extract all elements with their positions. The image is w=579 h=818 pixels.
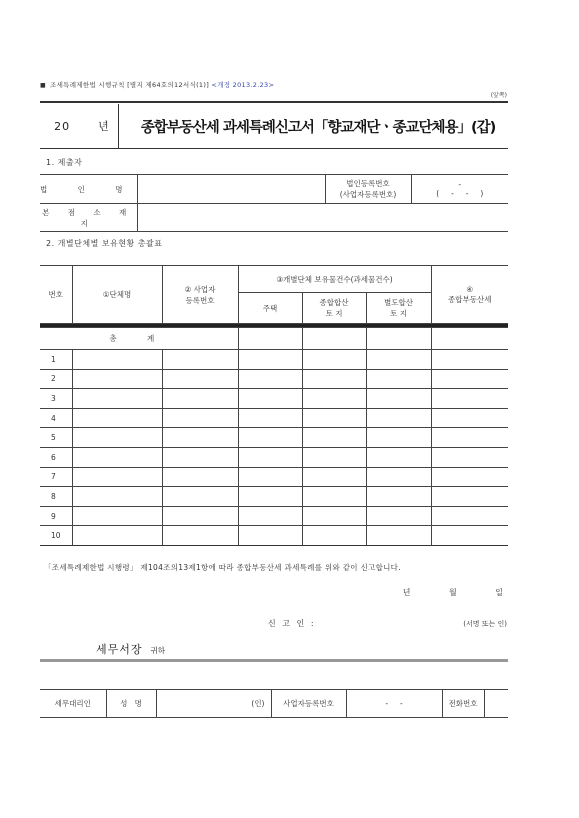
tax-cell[interactable] bbox=[431, 369, 508, 389]
housing-cell[interactable] bbox=[238, 369, 302, 389]
group-name-cell[interactable] bbox=[72, 487, 162, 507]
comp-land-cell[interactable] bbox=[302, 369, 366, 389]
year-field[interactable] bbox=[40, 118, 120, 134]
table-row bbox=[40, 447, 508, 467]
sep-land-cell[interactable] bbox=[366, 467, 431, 487]
sep-land-cell[interactable] bbox=[366, 506, 431, 526]
housing-cell[interactable] bbox=[238, 526, 302, 546]
bizno-cell[interactable] bbox=[162, 428, 238, 448]
revision-note: <개정 2013.2.23> bbox=[211, 81, 275, 89]
row-number: 5 bbox=[40, 428, 72, 448]
title-divider bbox=[118, 104, 119, 148]
bizno-cell[interactable] bbox=[162, 447, 238, 467]
tax-office-suffix: 귀하 bbox=[150, 646, 166, 655]
section1-label: 1. 제출자 bbox=[46, 158, 83, 167]
bizno-cell[interactable] bbox=[162, 408, 238, 428]
total-row bbox=[40, 328, 508, 350]
table-row bbox=[40, 467, 508, 487]
agent-phone-input[interactable] bbox=[484, 690, 508, 718]
table-row bbox=[40, 408, 508, 428]
row-number: 2 bbox=[40, 369, 72, 389]
tax-office-addressee bbox=[96, 641, 165, 657]
comp-land-cell[interactable] bbox=[302, 408, 366, 428]
group-name-cell[interactable] bbox=[72, 408, 162, 428]
bizno-cell[interactable] bbox=[162, 526, 238, 546]
housing-cell[interactable] bbox=[238, 467, 302, 487]
tax-office-name: 세무서장 bbox=[96, 643, 143, 656]
comp-land-cell[interactable] bbox=[302, 428, 366, 448]
row-number: 9 bbox=[40, 506, 72, 526]
tax-cell[interactable] bbox=[431, 447, 508, 467]
bizno-cell[interactable] bbox=[162, 487, 238, 507]
group-name-cell[interactable] bbox=[72, 389, 162, 409]
row-number: 7 bbox=[40, 467, 72, 487]
table-row bbox=[40, 526, 508, 546]
sep-land-cell[interactable] bbox=[366, 389, 431, 409]
comp-land-cell[interactable] bbox=[302, 487, 366, 507]
group-name-cell[interactable] bbox=[72, 350, 162, 370]
form-reference bbox=[40, 80, 274, 89]
reporter-label: 신 고 인 : bbox=[268, 619, 316, 628]
table-row bbox=[40, 389, 508, 409]
col-tax-header: ④ 종합부동산세 bbox=[431, 266, 508, 324]
group-name-cell[interactable] bbox=[72, 526, 162, 546]
tax-cell[interactable] bbox=[431, 467, 508, 487]
reg-no-label: 법인등록번호 (사업자등록번호) bbox=[325, 175, 411, 204]
tax-cell[interactable] bbox=[431, 526, 508, 546]
col-bizno-header: ② 사업자 등록번호 bbox=[162, 266, 238, 324]
bizno-cell[interactable] bbox=[162, 350, 238, 370]
sep-land-cell[interactable] bbox=[366, 487, 431, 507]
agent-bizno-label: 사업자등록번호 bbox=[271, 690, 346, 718]
group-name-cell[interactable] bbox=[72, 447, 162, 467]
table-row bbox=[40, 487, 508, 507]
table-row bbox=[40, 506, 508, 526]
page-side-note: (앞쪽) bbox=[490, 92, 507, 99]
total-tax-cell[interactable] bbox=[431, 328, 508, 350]
holdings-table bbox=[40, 265, 508, 546]
col-sep-land-header: 별도합산 토 지 bbox=[366, 293, 431, 324]
sep-land-cell[interactable] bbox=[366, 369, 431, 389]
top-thick-rule bbox=[40, 101, 508, 103]
sep-land-cell[interactable] bbox=[366, 408, 431, 428]
tax-cell[interactable] bbox=[431, 350, 508, 370]
comp-land-cell[interactable] bbox=[302, 506, 366, 526]
agent-label: 세무대리인 bbox=[40, 690, 106, 718]
bizno-cell[interactable] bbox=[162, 506, 238, 526]
housing-cell[interactable] bbox=[238, 428, 302, 448]
bizno-cell[interactable] bbox=[162, 389, 238, 409]
bullet-icon: ■ bbox=[40, 82, 46, 89]
declaration-text: 「조세특례제한법 시행령」 제104조의13제1항에 따라 종합부동산세 과세특례를 위와 같이 신고합니다. bbox=[44, 563, 401, 572]
agent-name-label: 성 명 bbox=[106, 690, 156, 718]
bizno-cell[interactable] bbox=[162, 369, 238, 389]
total-housing-cell[interactable] bbox=[238, 328, 302, 350]
comp-land-cell[interactable] bbox=[302, 447, 366, 467]
agent-name-input[interactable] bbox=[156, 690, 271, 718]
housing-cell[interactable] bbox=[238, 389, 302, 409]
total-comp-land-cell[interactable] bbox=[302, 328, 366, 350]
title-block bbox=[40, 104, 508, 148]
group-name-cell[interactable] bbox=[72, 506, 162, 526]
section2-label: 2. 개별단체별 보유현황 총괄표 bbox=[46, 239, 163, 248]
table-row bbox=[40, 369, 508, 389]
bizno-cell[interactable] bbox=[162, 467, 238, 487]
corp-name-label: 법 인 명 bbox=[40, 175, 137, 204]
housing-cell[interactable] bbox=[238, 506, 302, 526]
group-name-cell[interactable] bbox=[72, 467, 162, 487]
row-number: 10 bbox=[40, 526, 72, 546]
row-number: 1 bbox=[40, 350, 72, 370]
tax-cell[interactable] bbox=[431, 487, 508, 507]
agent-table bbox=[40, 689, 508, 718]
housing-cell[interactable] bbox=[238, 350, 302, 370]
title-bottom-rule bbox=[40, 148, 508, 149]
year-suffix: 년 bbox=[98, 120, 110, 133]
table-row bbox=[40, 428, 508, 448]
tax-cell[interactable] bbox=[431, 408, 508, 428]
col-comp-land-header: 종합합산 토 지 bbox=[302, 293, 366, 324]
agent-phone-label: 전화번호 bbox=[442, 690, 484, 718]
date-line bbox=[367, 587, 503, 598]
tax-cell[interactable] bbox=[431, 389, 508, 409]
agent-bizno-input[interactable]: - - bbox=[346, 690, 442, 718]
col-group-name-header: ①단체명 bbox=[72, 266, 162, 324]
signature-bottom-rule bbox=[40, 659, 508, 662]
submitter-table bbox=[40, 174, 508, 232]
sep-land-cell[interactable] bbox=[366, 428, 431, 448]
sep-land-cell[interactable] bbox=[366, 526, 431, 546]
housing-cell[interactable] bbox=[238, 487, 302, 507]
sep-land-cell[interactable] bbox=[366, 350, 431, 370]
table-row bbox=[40, 350, 508, 370]
row-number: 3 bbox=[40, 389, 72, 409]
total-sep-land-cell[interactable] bbox=[366, 328, 431, 350]
reg-no-input[interactable]: - ( - - ) bbox=[411, 175, 508, 204]
col-no-header: 번호 bbox=[40, 266, 72, 324]
table-end-rule bbox=[40, 545, 508, 546]
address-label: 본 점 소 재 지 bbox=[40, 204, 137, 232]
col-holdings-header: ③개별단체 보유물건수(과세물건수) bbox=[238, 266, 431, 293]
date-month-label: 월 bbox=[448, 588, 457, 597]
date-day-label: 일 bbox=[495, 588, 503, 597]
row-number: 6 bbox=[40, 447, 72, 467]
comp-land-cell[interactable] bbox=[302, 467, 366, 487]
total-label: 총 계 bbox=[40, 328, 238, 350]
comp-land-cell[interactable] bbox=[302, 389, 366, 409]
agent-seal-note: (인) bbox=[251, 699, 265, 708]
address-input[interactable] bbox=[137, 204, 508, 232]
tax-cell[interactable] bbox=[431, 506, 508, 526]
date-year-label: 년 bbox=[402, 588, 411, 597]
comp-land-cell[interactable] bbox=[302, 350, 366, 370]
year-prefix: 20 bbox=[54, 120, 71, 133]
corp-name-input[interactable] bbox=[137, 175, 325, 204]
tax-cell[interactable] bbox=[431, 428, 508, 448]
form-ref-text: 조세특례제한법 시행규칙 [별지 제64호의12서식(1)] bbox=[49, 81, 210, 89]
row-number: 4 bbox=[40, 408, 72, 428]
group-name-cell[interactable] bbox=[72, 369, 162, 389]
sep-land-cell[interactable] bbox=[366, 447, 431, 467]
housing-cell[interactable] bbox=[238, 408, 302, 428]
housing-cell[interactable] bbox=[238, 447, 302, 467]
group-name-cell[interactable] bbox=[72, 428, 162, 448]
row-number: 8 bbox=[40, 487, 72, 507]
col-housing-header: 주택 bbox=[238, 293, 302, 324]
sign-note: (서명 또는 인) bbox=[463, 620, 507, 628]
comp-land-cell[interactable] bbox=[302, 526, 366, 546]
page-title: 종합부동산세 과세특례신고서「향교재단ㆍ종교단체용」(갑) bbox=[140, 119, 496, 136]
